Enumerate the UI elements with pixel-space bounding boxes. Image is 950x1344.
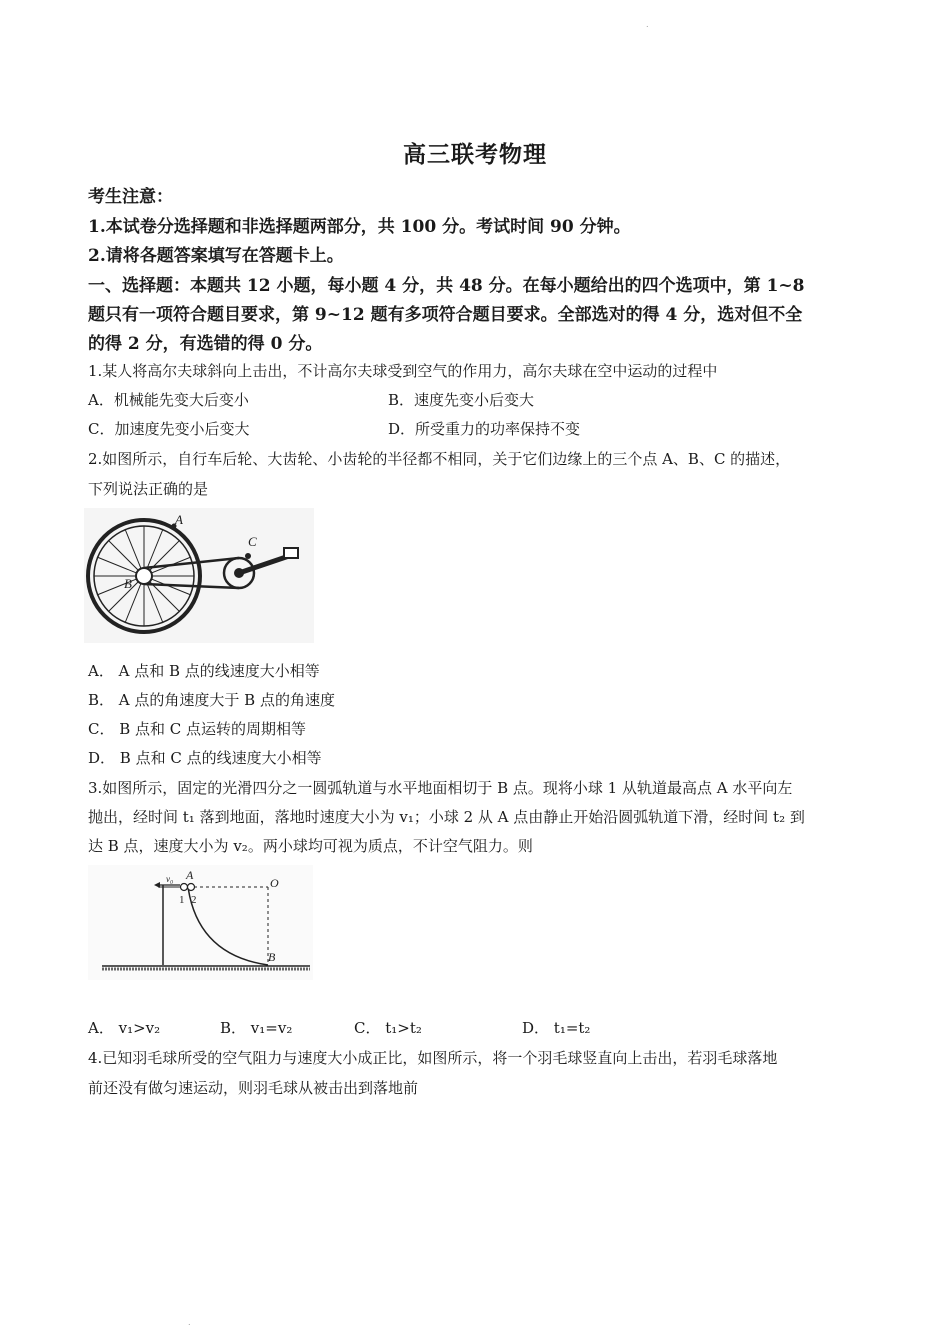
figure-label-v0: v₀	[166, 874, 174, 884]
figure-label-c: C	[248, 534, 257, 549]
section1-line-3: 的得 2 分，有选错的得 0 分。	[88, 334, 323, 354]
q2-option-b: B． A 点的角速度大于 B 点的角速度	[88, 691, 335, 709]
figure-label-ball-2: 2	[191, 894, 197, 906]
q1-stem: 1.某人将高尔夫球斜向上击出，不计高尔夫球受到空气的作用力，高尔夫球在空中运动的过程中	[88, 362, 718, 380]
q3-option-c: C． t₁>t₂	[354, 1019, 422, 1037]
q2-option-d: D． B 点和 C 点的线速度大小相等	[88, 749, 322, 767]
q4-stem-line-2: 前还没有做匀速运动，则羽毛球从被击出到落地前	[88, 1079, 419, 1097]
q2-stem-line-2: 下列说法正确的是	[88, 480, 209, 498]
q3-stem-line-1: 3.如图所示，固定的光滑四分之一圆弧轨道与水平地面相切于 B 点。现将小球 1 从轨道最高点 A 水平向左	[88, 779, 793, 797]
notice-heading: 考生注意：	[88, 187, 173, 207]
q2-option-c: C． B 点和 C 点运转的周期相等	[88, 720, 307, 738]
q1-option-d: D．所受重力的功率保持不变	[388, 420, 581, 438]
figure-label-ball-1: 1	[179, 894, 185, 906]
figure-label-a: A	[186, 868, 194, 882]
page-title: 高三联考物理	[403, 141, 547, 168]
bicycle-figure	[84, 508, 314, 643]
q3-stem-line-2: 抛出，经时间 t₁ 落到地面，落地时速度大小为 v₁；小球 2 从 A 点由静止开始沿圆弧轨道下滑，经时间 t₂ 到	[88, 808, 805, 826]
q3-stem-line-3: 达 B 点，速度大小为 v₂。两小球均可视为质点，不计空气阻力。则	[88, 837, 533, 855]
figure-label-o: O	[270, 876, 279, 890]
footer-mark: .	[188, 1318, 191, 1327]
figure-label-b: B	[124, 576, 132, 591]
section1-line-1: 一、选择题：本题共 12 小题，每小题 4 分，共 48 分。在每小题给出的四个选项中，第 1~8	[88, 276, 805, 296]
q4-stem-line-1: 4.已知羽毛球所受的空气阻力与速度大小成正比，如图所示，将一个羽毛球竖直向上击出，若羽毛球落地	[88, 1049, 778, 1067]
track-figure	[88, 865, 313, 980]
q2-stem-line-1: 2.如图所示，自行车后轮、大齿轮、小齿轮的半径都不相同，关于它们边缘上的三个点 A、B、C 的描述，	[88, 450, 791, 468]
q1-option-c: C．加速度先变小后变大	[88, 420, 250, 438]
q3-option-a: A． v₁>v₂	[88, 1019, 161, 1037]
corner-mark: .	[646, 20, 649, 29]
section1-line-2: 题只有一项符合题目要求，第 9~12 题有多项符合题目要求。全部选对的得 4 分，选对但不全	[88, 305, 803, 325]
figure-label-b: B	[268, 950, 276, 964]
notice-item-1: 1.本试卷分选择题和非选择题两部分，共 100 分。考试时间 90 分钟。	[88, 217, 631, 237]
q3-option-d: D． t₁=t₂	[522, 1019, 591, 1037]
q2-option-a: A． A 点和 B 点的线速度大小相等	[88, 662, 320, 680]
figure-label-a: A	[175, 512, 183, 527]
q3-option-b: B． v₁=v₂	[220, 1019, 293, 1037]
q1-option-b: B．速度先变小后变大	[388, 391, 535, 409]
notice-item-2: 2.请将各题答案填写在答题卡上。	[88, 246, 344, 266]
q1-option-a: A．机械能先变大后变小	[88, 391, 249, 409]
